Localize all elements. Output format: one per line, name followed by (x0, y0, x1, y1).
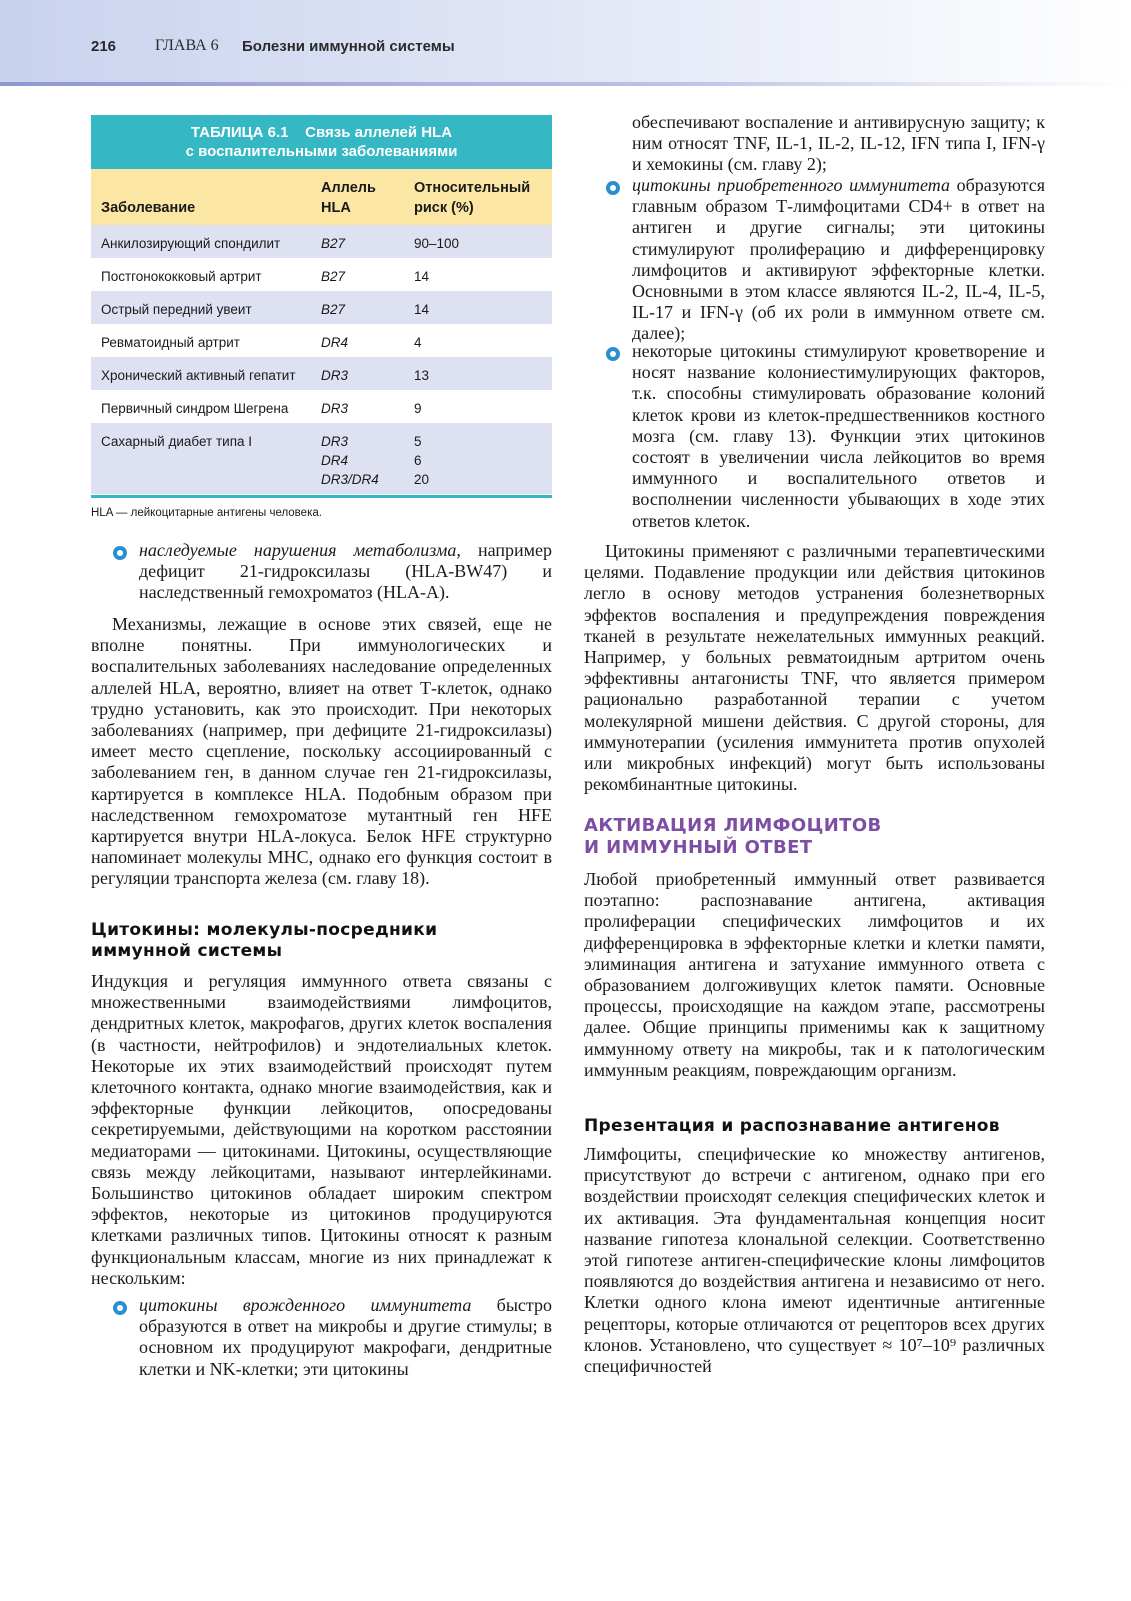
col-header-risk-line2: риск (%) (414, 200, 474, 216)
table-row (91, 357, 552, 390)
cell-allele: B27 (321, 302, 346, 317)
bullet-heredity-text: например дефицит 21-гидроксилазы (HLA-BW47) и наследственный гемохроматоз (HLA-A). (139, 540, 552, 603)
bullet-innate-cytokines (139, 1295, 552, 1380)
paragraph-therapy (584, 541, 1045, 795)
page-number: 216 (91, 38, 117, 55)
bullet-icon (606, 347, 620, 361)
bullet-innate-continued (632, 112, 1045, 176)
cell-risk: 9 (414, 401, 422, 416)
paragraph-cytokines-text: Индукция и регуляция иммунного ответа связаны с множественными взаимодействиями лимфоцитов, дендритных клеток, макрофагов, других клеток воспаления (в частности, нейтрофилов) и эндотелиальных клеток. Некоторые их этих взаимодействий происходят путем клеточного контакта, однако многие взаимодействия, как и эффекторные функции лейкоцитов, опосредованы секретируемыми, действующими на коротком расстоянии медиаторами — цитокинами. Цитокины, осуществляющие связь между лейкоцитами, называют интерлейкинами. Большинство цитокинов обладает широким спектром эффектов, некоторые из цитокинов продуцируются клетками различных типов. Цитокины относят к разным функциональным классам, многие из них принадлежат к нескольким: (91, 971, 552, 1288)
cell-allele: DR3 (321, 368, 349, 383)
cell-allele: DR3 (321, 401, 349, 416)
bullet-heredity (139, 540, 552, 604)
cell-risk: 13 (414, 368, 430, 383)
bullet-adaptive-cytokines (632, 175, 1045, 345)
cell-allele: B27 (321, 236, 346, 251)
paragraph-immune-response (584, 869, 1045, 1081)
cell-risk (414, 432, 429, 489)
table-header-row (91, 169, 552, 225)
section-heading-cytokines-line2: иммунной системы (91, 941, 283, 961)
bullet-icon (113, 1301, 127, 1315)
table-row (91, 324, 552, 357)
section-heading-activation-line2: И ИММУННЫЙ ОТВЕТ (584, 837, 813, 858)
table-title-line2: с воспалительными заболеваниями (185, 143, 458, 160)
cell-allele-line: DR3 (321, 434, 349, 449)
table-row (91, 258, 552, 291)
cell-disease: Хронический активный гепатит (101, 368, 296, 383)
table-row (91, 291, 552, 324)
cell-disease: Ревматоидный артрит (101, 335, 240, 350)
cell-risk: 90–100 (414, 236, 460, 251)
cell-allele: DR4 (321, 335, 349, 350)
bullet-csf-text: некоторые цитокины стимулируют кроветворение и носят название колониестимулирующих факторов, т.к. способны стимулировать образование колоний клеток крови из клеток-предшественников костного мозга (см. главу 13). Функции этих цитокинов состоят в увеличении числа лейкоцитов во время иммунного и воспалительного ответов и восполнении численности убывающих в ходе этих ответов клеток. (632, 341, 1045, 531)
cell-allele-line: DR3/DR4 (321, 472, 379, 487)
bullet-adaptive-italic: цитокины приобретенного иммунитета (632, 175, 950, 195)
col-header-risk (414, 178, 530, 218)
header-rule (0, 82, 1131, 86)
section-heading-cytokines (91, 920, 437, 962)
section-heading-antigen-presentation: Презентация и распознавание антигенов (584, 1116, 1000, 1136)
table-row (91, 423, 552, 494)
cell-disease: Сахарный диабет типа I (101, 434, 253, 449)
cell-risk: 4 (414, 335, 422, 350)
cell-disease: Анкилозирующий спондилит (101, 236, 281, 251)
bullet-icon (113, 546, 127, 560)
cell-risk-line: 6 (414, 453, 422, 468)
col-header-disease: Заболевание (101, 200, 196, 216)
cell-allele-line: DR4 (321, 453, 349, 468)
paragraph-mechanisms (91, 614, 552, 890)
paragraph-immune-response-text: Любой приобретенный иммунный ответ развивается поэтапно: распознавание антигена, активация пролиферации специфических лимфоцитов и их дифференцировка в эффекторные клетки и клетки памяти, элиминация антигена и затухание иммунного ответа с образованием долгоживущих клеток памяти. Основные процессы, происходящие на каждом этапе, рассмотрены далее. Общие принципы применимы как к защитному иммунному ответу на микробы, так и к патологическим иммунным реакциям, повреждающим организм. (584, 869, 1045, 1080)
table-title (91, 115, 552, 169)
bullet-innate-continued-text: обеспечивают воспаление и антивирусную защиту; к ним относят TNF, IL-1, IL-2, IL-12, IFN типа I, IFN-γ и хемокины (см. главу 2); (632, 112, 1045, 175)
section-heading-activation-line1: АКТИВАЦИЯ ЛИМФОЦИТОВ (584, 815, 882, 836)
cell-risk-line: 5 (414, 434, 422, 449)
cell-allele (321, 432, 379, 489)
chapter-title: Болезни иммунной системы (242, 38, 455, 55)
bullet-icon (606, 181, 620, 195)
cell-risk: 14 (414, 269, 430, 284)
cell-disease: Постгонококковый артрит (101, 269, 262, 284)
cell-risk-line: 20 (414, 472, 430, 487)
col-header-allele-line2: HLA (321, 200, 351, 216)
table-row (91, 225, 552, 258)
section-heading-cytokines-line1: Цитокины: молекулы-посредники (91, 920, 438, 940)
bullet-heredity-italic: наследуемые нарушения метаболизма, (139, 540, 461, 560)
cell-allele: B27 (321, 269, 346, 284)
paragraph-cytokines (91, 971, 552, 1289)
cell-disease: Острый передний увеит (101, 302, 252, 317)
col-header-allele-line1: Аллель (321, 180, 376, 196)
table-hla-alleles (91, 115, 552, 498)
bullet-innate-italic: цитокины врожденного иммунитета (139, 1295, 472, 1315)
cell-disease: Первичный синдром Шегрена (101, 401, 289, 416)
paragraph-clonal-selection-text: Лимфоциты, специфические ко множеству антигенов, присутствуют до встречи с антигеном, однако при его воздействии происходят селекция специфических клеток и их активация. Эта фундаментальная концепция носит название гипотеза клональной селекции. Соответственно этой гипотезе антиген-специфические клоны лимфоцитов появляются до воздействия антигена и независимо от него. Клетки одного клона имеют идентичные антигенные рецепторы, которые отличаются от рецепторов всех других клонов. Установлено, что существует ≈ 10⁷–10⁹ различных специфичностей (584, 1144, 1045, 1377)
table-row (91, 390, 552, 423)
section-heading-activation (584, 815, 882, 859)
paragraph-therapy-text: Цитокины применяют с различными терапевтическими целями. Подавление продукции или действия цитокинов легло в основу методов устранения болезнетворных эффектов воспаления и предупреждения повреждения тканей в результате нежелательных иммунных реакций. Например, у больных ревматоидным артритом очень эффективны антагонисты TNF, что является примером рационально разработанной терапии с учетом молекулярной мишени действия. С другой стороны, для иммунотерапии (усиления иммунитета против опухолей или микробных инфекций) могут быть использованы рекомбинантные цитокины. (584, 541, 1045, 795)
paragraph-mechanisms-text: Механизмы, лежащие в основе этих связей, еще не вполне понятны. При иммунологических и воспалительных заболеваниях наследование определенных аллелей HLA, вероятно, влияет на ответ Т-клеток, однако трудно установить, как это происходит. При некоторых заболеваниях (например, при дефиците 21-гидроксилазы) имеет место сцепление, поскольку ассоциированный с заболеванием ген, в данном случае ген 21-гидроксилазы, картируется в комплексе HLA. Подобным образом при наследственном гемохроматозе мутантный ген HFE картируется внутри HLA-локуса. Белок HFE структурно напоминает молекулы МНС, однако его функция состоит в регуляции транспорта железа (см. главу 18). (91, 614, 552, 889)
bullet-adaptive-text: образуются главным образом Т-лимфоцитами CD4+ в ответ на антиген и другие сигналы; эти цитокины стимулируют пролиферацию и дифференцировку лимфоцитов и активируют эффекторные клетки. Основными в этом классе являются IL-2, IL-4, IL-5, IL-17 и IFN-γ (об их роли в иммунном ответе см. далее); (632, 175, 1046, 344)
col-header-allele (321, 178, 376, 218)
cell-risk: 14 (414, 302, 430, 317)
chapter-label: ГЛАВА 6 (155, 37, 219, 54)
bullet-csf (632, 341, 1045, 532)
table-footnote: HLA — лейкоцитарные антигены человека. (91, 507, 322, 519)
col-header-risk-line1: Относительный (414, 180, 531, 196)
bullet-innate-text: быстро образуются в ответ на микробы и другие стимулы; в основном их продуцируют макрофаги, дендритные клетки и NK-клетки; эти цитокины (139, 1295, 552, 1379)
table-title-line1: ТАБЛИЦА 6.1 Связь аллелей HLA (190, 124, 453, 141)
paragraph-clonal-selection (584, 1144, 1045, 1377)
